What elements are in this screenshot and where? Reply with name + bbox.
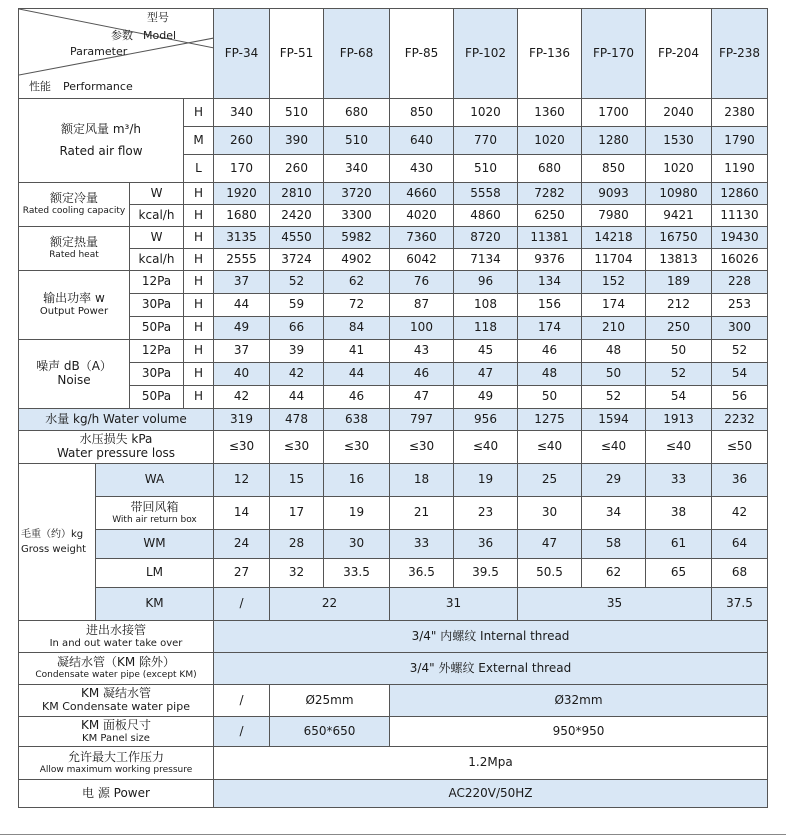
value-cell: 118 [454,317,518,340]
cooling-label [19,183,130,227]
pressure-loss-label-cn: 水压损失 kPa [79,432,153,447]
model-header-8: FP-204 [646,9,712,99]
value-cell: 1530 [646,127,712,155]
value-cell: 850 [390,99,454,127]
value-cell: 56 [712,386,768,409]
pressure-cell: 12Pa [130,340,184,363]
value-cell: 33 [390,530,454,559]
heating-label-en: Rated heat [49,250,99,261]
value-cell: 37 [214,340,270,363]
speed-cell: H [184,363,214,386]
value-cell: 1913 [646,409,712,431]
value-cell: 3300 [324,205,390,227]
value-cell: 16 [324,464,390,497]
header-model-en: Model [143,29,177,42]
value-cell: ≤40 [518,431,582,464]
value-cell: 54 [646,386,712,409]
value-cell: 510 [324,127,390,155]
value-cell: 4550 [270,227,324,249]
value-cell: 14218 [582,227,646,249]
value-cell: 50.5 [518,559,582,588]
value-cell: 1190 [712,155,768,183]
model-header-9: FP-238 [712,9,768,99]
value-cell: ≤30 [324,431,390,464]
value-cell: 22 [270,588,390,621]
value-cell: 189 [646,271,712,294]
value-cell: 510 [270,99,324,127]
value-cell: 1275 [518,409,582,431]
value-cell: 7134 [454,249,518,271]
weight-type-cell: LM [96,559,214,588]
km-condensate-label-cn: KM 凝结水管 [80,686,152,701]
noise-label-en: Noise [57,373,91,387]
value-cell: 23 [454,497,518,530]
km-condensate-label [19,685,214,717]
value-cell: 1680 [214,205,270,227]
power-value: AC220V/50HZ [214,780,768,808]
value-cell: 37 [214,271,270,294]
unit-cell: kcal/h [130,249,184,271]
value-cell: 1280 [582,127,646,155]
cooling-label-cn: 额定冷量 [49,191,98,206]
weight-type-cn: 带回风箱 [130,499,179,514]
value-cell: 48 [518,363,582,386]
airflow-label-en: Rated air flow [59,143,143,158]
value-cell: 62 [324,271,390,294]
speed-cell: H [184,205,214,227]
value-cell: 340 [214,99,270,127]
value-cell: 9093 [582,183,646,205]
value-cell: 797 [390,409,454,431]
value-cell: 11704 [582,249,646,271]
value-cell: 2810 [270,183,324,205]
value-cell: Ø25mm [270,685,390,717]
value-cell: 850 [582,155,646,183]
value-cell: 41 [324,340,390,363]
km-panel-label-en: KM Panel size [82,732,150,744]
value-cell: 47 [454,363,518,386]
heating-label-cn: 额定热量 [49,235,98,250]
value-cell: 50 [646,340,712,363]
value-cell: ≤40 [454,431,518,464]
value-cell: 253 [712,294,768,317]
value-cell: 956 [454,409,518,431]
water-volume-label: 水量 kg/h Water volume [19,409,214,431]
value-cell: 2040 [646,99,712,127]
value-cell: 4860 [454,205,518,227]
value-cell: 510 [454,155,518,183]
km-condensate-label-en: KM Condensate water pipe [42,700,190,714]
value-cell: 44 [270,386,324,409]
value-cell: 45 [454,340,518,363]
value-cell: ≤30 [390,431,454,464]
value-cell: 96 [454,271,518,294]
condensate-pipe-label-en: Condensate water pipe (except KM) [35,670,197,681]
pressure-cell: 50Pa [130,386,184,409]
weight-type-cell: KM [96,588,214,621]
value-cell: 46 [324,386,390,409]
condensate-pipe-value: 3/4" 外螺纹 External thread [214,653,768,685]
spec-table-container [18,8,768,808]
value-cell: 42 [270,363,324,386]
header-model-cn: 型号 [147,11,169,24]
weight-type-cell [96,497,214,530]
airflow-label-cn: 额定风量 m³/h [61,121,141,136]
value-cell: 210 [582,317,646,340]
km-panel-label [19,717,214,747]
value-cell: 1594 [582,409,646,431]
model-header-3: FP-68 [324,9,390,99]
water-pipe-label-cn: 进出水接管 [85,622,146,637]
value-cell: 42 [712,497,768,530]
value-cell: 11130 [712,205,768,227]
value-cell: ≤30 [270,431,324,464]
value-cell: 31 [390,588,518,621]
header-perf-cn: 性能 [29,80,51,93]
value-cell: 39.5 [454,559,518,588]
max-pressure-label-en: Allow maximum working pressure [39,764,193,775]
value-cell: 319 [214,409,270,431]
value-cell: 64 [712,530,768,559]
value-cell: 28 [270,530,324,559]
value-cell: 680 [324,99,390,127]
value-cell: 59 [270,294,324,317]
value-cell: 35 [518,588,712,621]
value-cell: 7360 [390,227,454,249]
value-cell: / [214,717,270,747]
value-cell: 174 [518,317,582,340]
weight-type-cell: WM [96,530,214,559]
value-cell: 4902 [324,249,390,271]
value-cell: 156 [518,294,582,317]
value-cell: 49 [454,386,518,409]
value-cell: 152 [582,271,646,294]
condensate-pipe-label-cn: 凝结水管（KM 除外） [56,655,176,670]
value-cell: / [214,685,270,717]
value-cell: / [214,588,270,621]
output-power-label-cn: 输出功率 w [43,291,105,306]
value-cell: 390 [270,127,324,155]
value-cell: 340 [324,155,390,183]
value-cell: 650*650 [270,717,390,747]
value-cell: ≤30 [214,431,270,464]
value-cell: 17 [270,497,324,530]
value-cell: 8720 [454,227,518,249]
value-cell: 2555 [214,249,270,271]
value-cell: 5558 [454,183,518,205]
value-cell: 1020 [518,127,582,155]
value-cell: 212 [646,294,712,317]
value-cell: 2232 [712,409,768,431]
value-cell: 66 [270,317,324,340]
value-cell: 84 [324,317,390,340]
unit-cell: W [130,227,184,249]
value-cell: 14 [214,497,270,530]
value-cell: Ø32mm [390,685,768,717]
value-cell: 9421 [646,205,712,227]
output-power-label-en: Output Power [39,306,109,318]
value-cell: 4020 [390,205,454,227]
value-cell: 33 [646,464,712,497]
value-cell: 10980 [646,183,712,205]
value-cell: 638 [324,409,390,431]
value-cell: 43 [390,340,454,363]
speed-cell: H [184,386,214,409]
value-cell: 30 [518,497,582,530]
value-cell: 770 [454,127,518,155]
condensate-pipe-label [19,653,214,685]
value-cell: 19 [454,464,518,497]
value-cell: 52 [712,340,768,363]
value-cell: 65 [646,559,712,588]
pressure-cell: 12Pa [130,271,184,294]
bottom-divider [0,834,786,835]
value-cell: 170 [214,155,270,183]
value-cell: 54 [712,363,768,386]
value-cell: 4660 [390,183,454,205]
value-cell: 134 [518,271,582,294]
value-cell: 36 [454,530,518,559]
value-cell: ≤40 [646,431,712,464]
value-cell: 58 [582,530,646,559]
value-cell: 39 [270,340,324,363]
value-cell: 7282 [518,183,582,205]
water-pipe-value: 3/4" 内螺纹 Internal thread [214,621,768,653]
spec-table [18,8,768,808]
value-cell: 40 [214,363,270,386]
value-cell: 12860 [712,183,768,205]
value-cell: 15 [270,464,324,497]
value-cell: 108 [454,294,518,317]
max-pressure-value: 1.2Mpa [214,747,768,780]
value-cell: 228 [712,271,768,294]
value-cell: 430 [390,155,454,183]
noise-label [19,340,130,409]
value-cell: 44 [324,363,390,386]
value-cell: 1020 [454,99,518,127]
value-cell: 1360 [518,99,582,127]
model-header-7: FP-170 [582,9,646,99]
header-param-en: Parameter [70,45,128,58]
value-cell: 27 [214,559,270,588]
pressure-cell: 30Pa [130,294,184,317]
value-cell: 7980 [582,205,646,227]
value-cell: 1920 [214,183,270,205]
speed-cell: H [184,227,214,249]
value-cell: 1700 [582,99,646,127]
value-cell: ≤50 [712,431,768,464]
value-cell: 300 [712,317,768,340]
value-cell: 49 [214,317,270,340]
max-pressure-label-cn: 允许最大工作压力 [67,749,164,764]
value-cell: 52 [582,386,646,409]
speed-cell: H [184,99,214,127]
value-cell: 16026 [712,249,768,271]
value-cell: 72 [324,294,390,317]
value-cell: 24 [214,530,270,559]
value-cell: 11381 [518,227,582,249]
value-cell: 6250 [518,205,582,227]
value-cell: 1020 [646,155,712,183]
value-cell: 6042 [390,249,454,271]
value-cell: 2420 [270,205,324,227]
value-cell: 9376 [518,249,582,271]
value-cell: 44 [214,294,270,317]
value-cell: 29 [582,464,646,497]
weight-type-cell: WA [96,464,214,497]
value-cell: 260 [214,127,270,155]
value-cell: 36 [712,464,768,497]
value-cell: 2380 [712,99,768,127]
value-cell: 68 [712,559,768,588]
max-pressure-label [19,747,214,780]
gross-weight-label-cn: 毛重（约）kg [21,528,84,540]
value-cell: 36.5 [390,559,454,588]
value-cell: 76 [390,271,454,294]
value-cell: 46 [518,340,582,363]
value-cell: 16750 [646,227,712,249]
value-cell: 12 [214,464,270,497]
value-cell: 3135 [214,227,270,249]
value-cell: 1790 [712,127,768,155]
header-diagonal-cell [19,9,214,99]
pressure-cell: 50Pa [130,317,184,340]
speed-cell: H [184,340,214,363]
value-cell: 100 [390,317,454,340]
value-cell: 250 [646,317,712,340]
model-header-1: FP-34 [214,9,270,99]
output-power-label [19,271,130,340]
airflow-label [19,99,184,183]
model-header-6: FP-136 [518,9,582,99]
value-cell: 33.5 [324,559,390,588]
value-cell: 174 [582,294,646,317]
value-cell: 21 [390,497,454,530]
header-param-cn: 参数 [111,29,133,42]
value-cell: 18 [390,464,454,497]
value-cell: 48 [582,340,646,363]
value-cell: 950*950 [390,717,768,747]
pressure-loss-label-en: Water pressure loss [56,446,176,460]
value-cell: 478 [270,409,324,431]
speed-cell: H [184,183,214,205]
value-cell: 260 [270,155,324,183]
value-cell: 30 [324,530,390,559]
value-cell: 32 [270,559,324,588]
model-header-2: FP-51 [270,9,324,99]
value-cell: 87 [390,294,454,317]
power-label: 电 源 Power [19,780,214,808]
water-pipe-label-en: In and out water take over [49,637,183,649]
heating-label [19,227,130,271]
value-cell: 50 [518,386,582,409]
value-cell: 640 [390,127,454,155]
speed-cell: H [184,317,214,340]
speed-cell: H [184,294,214,317]
value-cell: 52 [270,271,324,294]
value-cell: 34 [582,497,646,530]
speed-cell: H [184,249,214,271]
cooling-label-en: Rated cooling capacity [22,206,126,217]
value-cell: 13813 [646,249,712,271]
value-cell: 46 [390,363,454,386]
value-cell: 37.5 [712,588,768,621]
value-cell: 19 [324,497,390,530]
value-cell: 3724 [270,249,324,271]
pressure-cell: 30Pa [130,363,184,386]
value-cell: 3720 [324,183,390,205]
noise-label-cn: 噪声 dB（A） [36,359,112,374]
value-cell: 47 [390,386,454,409]
unit-cell: W [130,183,184,205]
km-panel-label-cn: KM 面板尺寸 [80,717,152,732]
gross-weight-label [19,464,96,621]
gross-weight-label-en: Gross weight [21,544,87,555]
value-cell: 47 [518,530,582,559]
header-perf-en: Performance [63,80,133,93]
value-cell: 42 [214,386,270,409]
speed-cell: H [184,271,214,294]
model-header-5: FP-102 [454,9,518,99]
pressure-loss-label [19,431,214,464]
value-cell: 5982 [324,227,390,249]
value-cell: 19430 [712,227,768,249]
weight-type-en: With air return box [112,514,197,525]
unit-cell: kcal/h [130,205,184,227]
speed-cell: L [184,155,214,183]
value-cell: 680 [518,155,582,183]
speed-cell: M [184,127,214,155]
value-cell: 52 [646,363,712,386]
value-cell: ≤40 [582,431,646,464]
value-cell: 62 [582,559,646,588]
value-cell: 38 [646,497,712,530]
model-header-4: FP-85 [390,9,454,99]
water-pipe-label [19,621,214,653]
value-cell: 61 [646,530,712,559]
value-cell: 50 [582,363,646,386]
value-cell: 25 [518,464,582,497]
